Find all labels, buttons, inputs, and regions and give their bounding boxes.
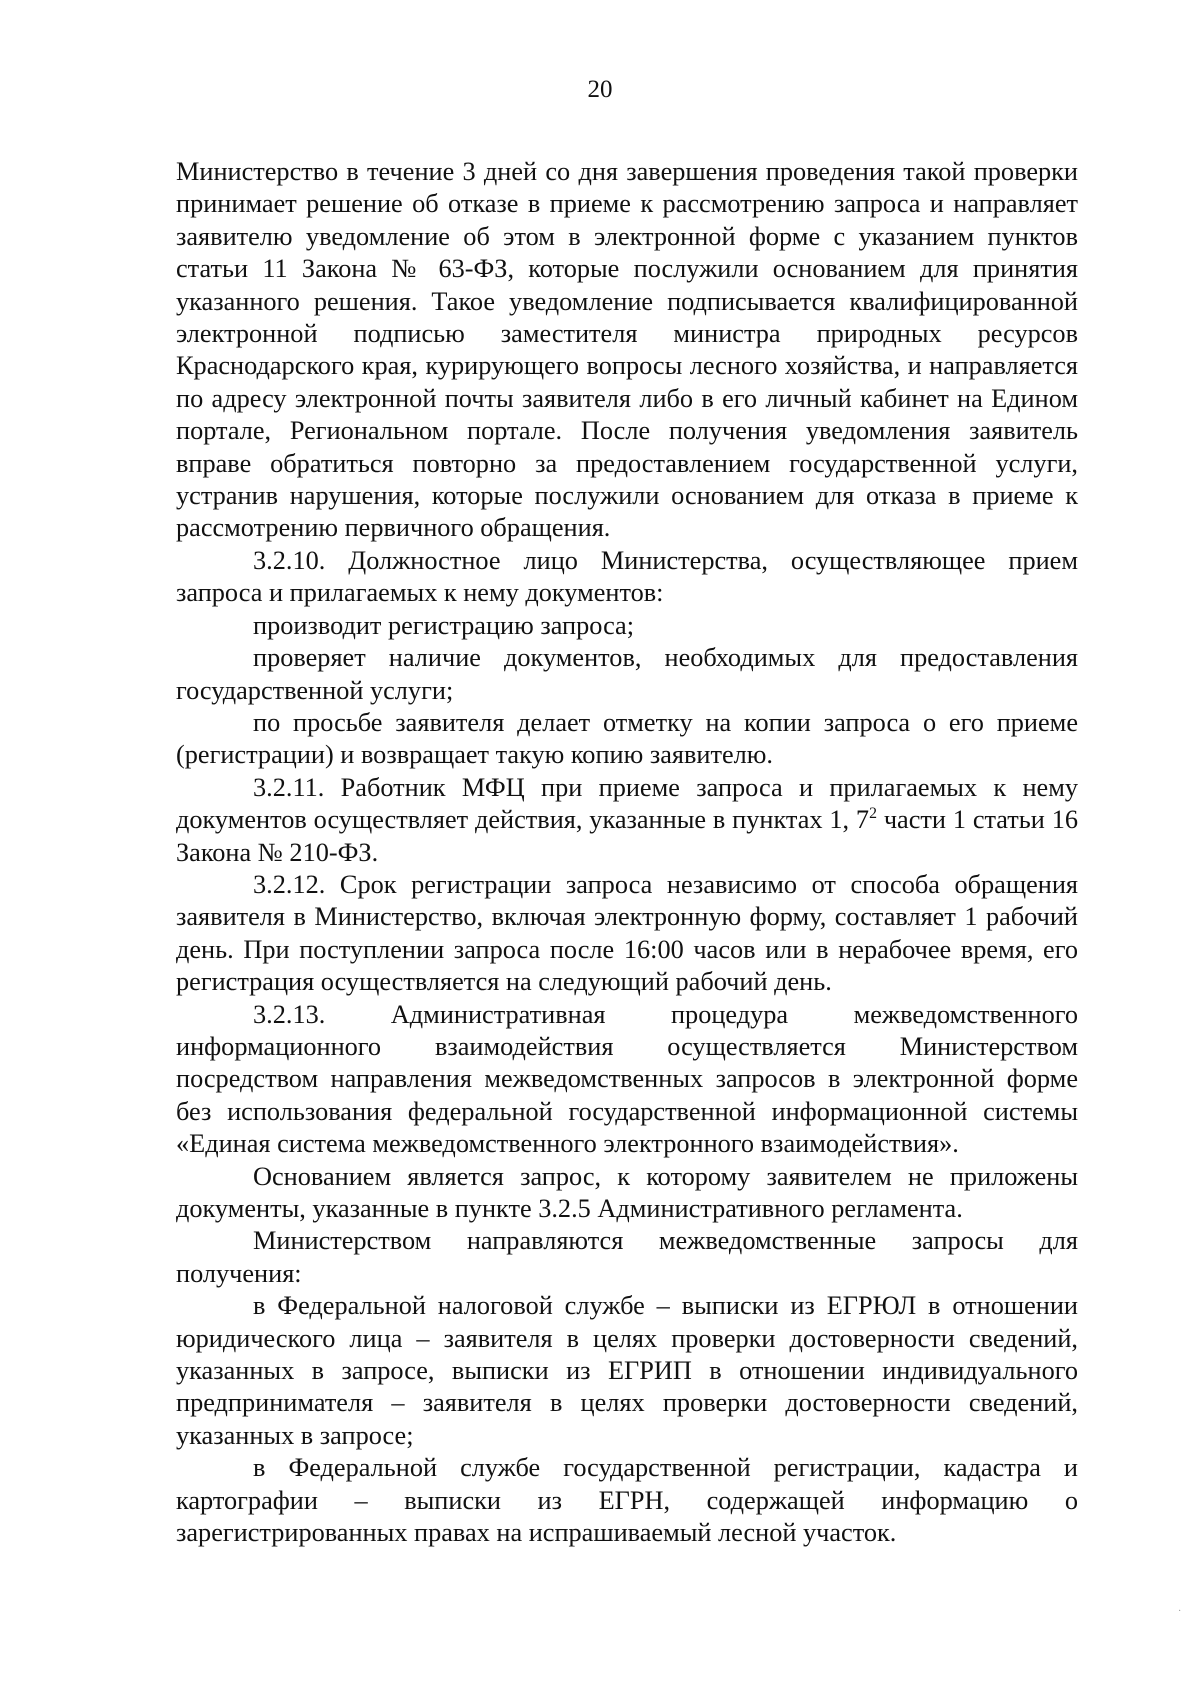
paragraph-requests-intro: Министерством направляются межведомственные запросы для получения: [176,1226,1078,1288]
paragraph-3-2-12: 3.2.12. Срок регистрации запроса независимо от способа обращения заявителя в Министерство, включая электронную форму, составляет 1 рабочий день. При поступлении запроса после 16:00 часов или в нерабочее время, его регистрация осуществляется на следующий рабочий день. [176,869,1078,997]
paragraph-tax-service: в Федеральной налоговой службе – выписки из ЕГРЮЛ в отношении юридического лица – заявителя в целях проверки достоверности сведений, указанных в запросе, выписки из ЕГРИП в отношении индивидуального предпринимателя – заявителя в целях проверки достоверности сведений, указанных в запросе; [176,1291,1078,1450]
paragraph-3-2-13: 3.2.13. Административная процедура межведомственного информационного взаимодействия осуществляется Министерством посредством направления межведомственных запросов в электронной форме без использования федеральной государственной информационной системы «Единая система межведомственного электронного взаимодействия». [176,999,1078,1159]
paragraph-registration: производит регистрацию запроса; [253,610,635,640]
document-body [176,156,1078,1549]
paragraph-3-2-11-text: 3.2.11. Работник МФЦ при приеме запроса и прилагаемых к нему документов осуществляет действия, указанные в пунктах 1, 7 [176,772,1078,835]
paragraph-document-check: проверяет наличие документов, необходимых для предоставления государственной услуги; [176,643,1078,705]
paragraph-3-2-11-text-end: части 1 статьи 16 Закона № 210-ФЗ. [176,805,1078,867]
paragraph-basis: Основанием является запрос, к которому заявителем не приложены документы, указанные в пункте 3.2.5 Административного регламента. [176,1161,1078,1223]
paragraph-registry-service: в Федеральной службе государственной регистрации, кадастра и картографии – выписки из ЕГРН, содержащей информацию о зарегистрированных правах на испрашиваемый лесной участок. [176,1453,1078,1548]
paragraph-refusal-notice: Министерство в течение 3 дней со дня завершения проведения такой проверки принимает решение об отказе в приеме к рассмотрению запроса и направляет заявителю уведомление об этом в электронной форме с указанием пунктов статьи 11 Закона № 63-ФЗ, которые послужили основанием для принятия указанного решения. Такое уведомление подписывается квалифицированной электронной подписью заместителя министра природных ресурсов Краснодарского края, курирующего вопросы лесного хозяйства, и направляется по адресу электронной почты заявителя либо в его личный кабинет на Едином портале, Региональном портале. После получения уведомления заявитель вправе обратиться повторно за предоставлением государственной услуги, устранив нарушения, которые послужили основанием для отказа в приеме к рассмотрению первичного обращения. [176,157,1078,543]
paragraph-3-2-10: 3.2.10. Должностное лицо Министерства, осуществляющее прием запроса и прилагаемых к нему документов: [176,545,1078,608]
page-number: 20 [587,76,613,103]
paragraph-copy-mark: по просьбе заявителя делает отметку на копии запроса о его приеме (регистрации) и возвращает такую копию заявителю. [176,707,1078,770]
superscript-index: 2 [869,805,877,823]
paragraph-3-2-11 [176,772,1078,869]
scan-artifact: · [1178,1606,1182,1617]
